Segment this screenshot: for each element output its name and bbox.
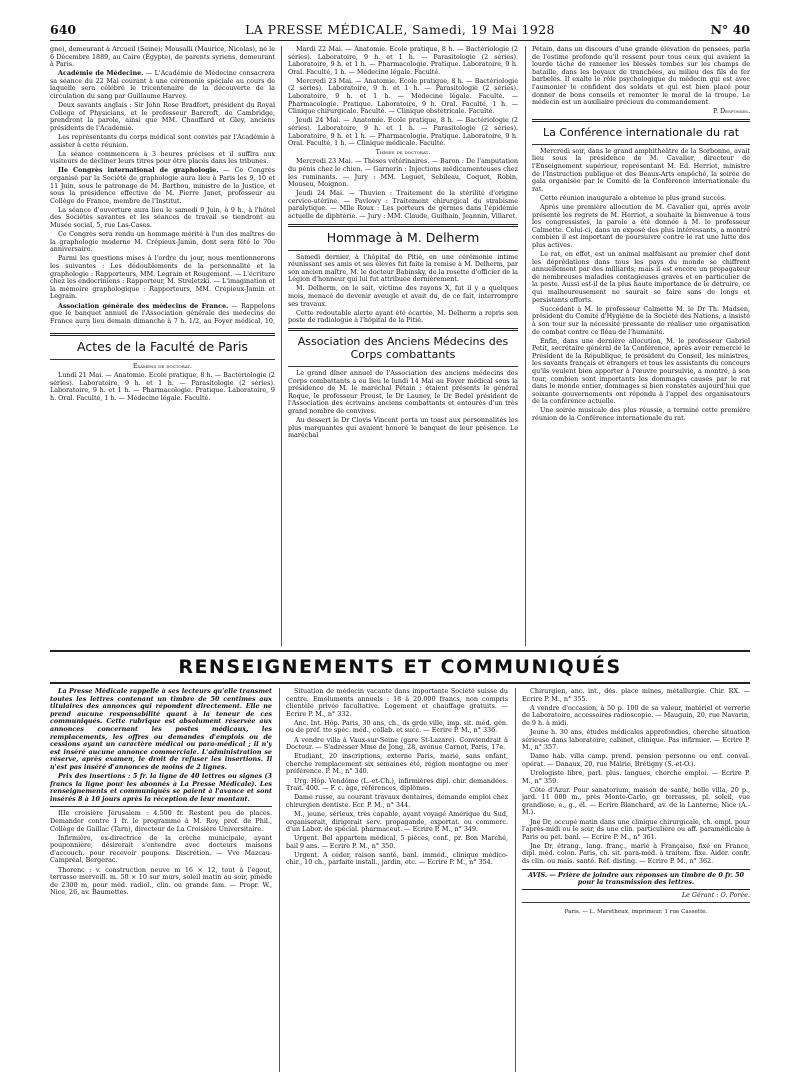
classified-ad: Thorenc : v. construction neuve m 16 × 12, tout à l'égout, terrasse merveill. m. 50 × 10 sur murs, soleil matin au soir, pinède de 2300 m, pour méd. radiol., clin. ou grande fam. — Propr. W., Nice, 26, av. Baumettes. — [50, 865, 272, 897]
classified-ad: Urgent. Bel appartem médical, 5 pièces, conf., pr. Bon Marché, bail 9 ans. — Ecrire P. M., n° 350. — [286, 834, 508, 850]
rat-paragraph-1: Mercredi soir, dans le grand amphithéâtre de la Sorbonne, avait lieu sous la présidence de M. Cavalier, directeur de l'Enseignement supérieur, représentant M. Ed. Herriot, ministre de l'Instruction publique et des Beaux-Arts empêché, la soirée de gala organisée par le Comité de la Conférence internationale du rat. — [532, 146, 750, 193]
rat-paragraph-2: Cette réunion inaugurale a obtenue le plus grand succès. — [540, 193, 727, 202]
anciens-paragraph-2: Au dessert le Dr Clovis Vincent porta un toast aux personnalités les plus marquantes qui avaient honoré le banquet de leur présence. Le maréchal — [288, 415, 518, 440]
classified-ad: Jne Dr, occupé matin dans une clinique chirurgicale, ch. empl. pour l'après-midi ou le soir, ds une clin. particulière ou aff. paramédicale à Paris ou pet. banl. — Ecrire P. M., n° 361. — [522, 817, 750, 841]
classified-ad: A vendre villa à Vaux-sur-Seine (gare St-Lazare). Conviendrait à Docteur. — S'adresser Mme de Jong, 28, avenue Carnot, Paris, 17e. — [286, 735, 508, 752]
graphologie-paragraph — [50, 167, 275, 205]
section-rule — [522, 902, 750, 903]
section-rule — [288, 328, 518, 331]
academie-paragraph-4: La séance commencera à 3 heures précises et il suffira aux visiteurs de décliner leurs titres pour être placés dans les tribunes. — [50, 149, 275, 166]
classified-ad: Dame hab. villa camp. prend. pension personne ou enf. conval. opérat. — Danaux, 20, rue Mairie, Brétigny (S.-et-O.). — [522, 752, 750, 768]
actes-faculte-section — [50, 330, 275, 620]
column-3 — [532, 46, 750, 646]
actes-title: Actes de la Faculté de Paris — [77, 339, 248, 354]
classified-ad: Anc. Int. Hôp. Paris, 30 ans, ch., ds grde ville, imp. sit. méd. gén. ou de préf. tte spéc. méd., collab. et succ. — Ecrire P. M., n° 336. — [286, 718, 508, 735]
section-rule — [50, 359, 275, 360]
section-rule — [50, 806, 272, 807]
classified-ad: Urgent. A céder, raison santé, banl. imméd., clinique médico-chir., 10 ch., parfaite install., jardin, etc. — Ecrire P. M., n° 354. — [286, 850, 508, 867]
classified-ad: M., jeune, sérieux, très capable, ayant voyagé Amérique du Sud, organiserait, dirigerait serv. propagande, exportat. ou commerc. d'un Labor. de spécial. pharmaceut. — Ecrire P. M., n° 349. — [286, 809, 508, 834]
banner-title: RENSEIGNEMENTS ET COMMUNIQUÉS — [178, 656, 622, 678]
classified-ad: Dame russe, au courant travaux dentaires, demande emploi chez chirurgien dentiste. Ecr. P. M., n° 344. — [286, 793, 508, 809]
printer-line: Paris. — L. Maretheux, imprimeur, 1 rue Cassette. — [564, 909, 708, 916]
classified-ad: Etudiant, 20 inscriptions, externe Paris, marié, sans enfant, cherche remplacement six semaines été, région montagne ou mer préférence. P. M., n° 340. — [286, 752, 508, 776]
graphologie-paragraph-3: Ce Congrès sera rendu un hommage mérité à l'un des maîtres de la graphologie moderne M. Crépieux-Jamin, dont sera fêté le 70e anniversaire. — [50, 230, 275, 254]
classifieds-column-1 — [50, 688, 272, 1072]
academie-heading: Académie de Médecine. — [58, 69, 144, 78]
graphologie-paragraph-4: Parmi les questions mises à l'ordre du jour, nous mentionnerons les suivantes : Les dédoublements de la personnalité et la graphologie : Rapporteurs, MM. Legrain et Rougemont. — L'écriture chez les endocriniens : Rapporteur, M. Streletzki. — L'imagination et la mémoire graphologique : Rapporteurs, MM. Crépieux-Jamin et Legrain. — [50, 254, 275, 301]
page-header — [50, 22, 750, 41]
classified-ad: Chirurgien, anc. int., dés. place mines, métallurgie. Chir. RX. — Ecrire P. M., n° 355. — [522, 688, 750, 703]
classifieds-column-2 — [286, 688, 508, 1072]
column-rule-2 — [525, 46, 526, 646]
classified-ad: Situation de médecin vacante dans importante Société suisse du centre. Emoluments annuels : 18 à 20.000 francs, non compris clientèle privée facultative. Logement et chauffage gratuits. — Ecrire P. M., n° 332. — [286, 688, 508, 718]
theses-heading: Thèses de doctorat. — [375, 149, 431, 157]
section-rule — [532, 119, 750, 122]
hommage-title: Hommage à M. Delherm — [326, 229, 480, 245]
column-2 — [288, 46, 518, 646]
classified-ad: Jne Dr, étrang., lang. franç., marié à Française, fixé en France, dipl. méd. colon. Paris, ch. sit. para-méd. à traitem. fixe. Aider. confr. ds clin. ou mais. santé. Réf. disting. — Ecrire P. M., n° 362. — [522, 841, 750, 865]
anciens-title: Association des Anciens Médecins des Corps combattants — [297, 334, 509, 361]
section-rule — [532, 144, 750, 145]
rat-conference-title: La Conférence internationale du rat — [542, 125, 740, 139]
academie-paragraph — [50, 70, 275, 100]
rat-paragraph-5: Succédant à M. le professeur Calmette M. le Dr Th. Madsen, président du Comité d'Hygiène de la Société des Nations, a insisté à son tour sur la nécessité pressante de réaliser une organisation de combat contre ce fléau de l'humanité. — [532, 304, 750, 336]
jeudi-exams: Jeudi 24 Mai. — Anatomie. Ecole pratique, 8 h. — Bactériologie (2 séries). Laboratoire, 9 h. et 1 h. — Parasitologie (2 séries). Laboratoire, 9 h. et 1 h. — Pharmacologie. Pratique. Laboratoire, 9 h. Oral. Faculté, 1 h. — Clinique médicale. Faculté. — [288, 116, 518, 148]
rat-paragraph-7: Une soirée musicale des plus réussie, a terminé cette première réunion de la Conférence internationale du rat. — [532, 406, 750, 423]
section-rule — [50, 333, 275, 336]
academie-paragraph-2: Deux savants anglais : Sir John Rose Bradfort, président du Royal College of Physicians, et le professeur Barcroft, de Cambridge, prendront la parole, ainsi que MM. Chauffard et Gley, anciens présidents de l'Académie. — [50, 101, 275, 132]
lundi-exams: Lundi 21 Mai. — Anatomie. Ecole pratique, 8 h. — Bactériologie (2 séries). Laboratoire, 9 h. et 1 h. — Parasitologie (2 séries). Laboratoire, 9 h. et 1 h. — Pharmacologie. Pratique. Laboratoire, 9 h. Oral. Faculté, 1 h. — Médecine légale. Faculté. — [50, 371, 275, 402]
mardi-exams: Mardi 22 Mai. — Anatomie. Ecole pratique, 8 h. — Bactériologie (2 séries). Laboratoire, 9 h. et 1 h. — Parasitologie (2 séries). Laboratoire, 9 h. et 1 h. — Pharmacologie. Pratique. Laboratoire, 9 h. Oral. Faculté, 1 h. — Médecine légale. Faculté. — [288, 46, 518, 76]
classified-ad: A vendre d'occasion, à 50 p. 100 de sa valeur, matériel et verrerie de Laboratoire, accessoires radioscopie. — Mauguin, 20, rue Navarin, de 9 h. à midi. — [522, 703, 750, 727]
column-rule-3 — [279, 688, 280, 1072]
examens-heading: Examens de doctorat. — [133, 363, 192, 370]
article-signature: P. Desfosses. — [712, 107, 750, 116]
classified-ad: Urg. Hôp. Vendôme (L.-et-Ch.), infirmières dipl. chir. demandées. Trait. 400. — F. c. âge, références, diplômes. — [286, 776, 508, 793]
column-rule-4 — [515, 688, 516, 1072]
association-paragraph — [50, 303, 275, 327]
intro-paragraph: gne), demeurant à Arcueil (Seine); Mousalli (Maurice, Nicolas), né le 6 Décembre 1889, au Caire (Égypte), de parents syriens, demeurant à Paris. — [50, 46, 275, 69]
classified-ad: Urologiste libre, parl. plus. langues, cherche emploi. — Ecrire P. M., n° 359. — [522, 768, 750, 785]
graphologie-heading: IIe Congrès international de graphologie. — [58, 166, 219, 175]
association-text: — Rappelons que le banquet annuel de l'Association générale des médecins de France aura lieu demain dimanche à 7 h. 1/2, au Foyer médical, 10, — [50, 301, 275, 325]
hommage-paragraph-3: Cette redoutable alerte ayant été écartée, M. Delherm a repris son poste de radiologue à l'hôpital de la Pitié. — [288, 308, 518, 325]
prix-paragraph: Prix des insertions : 5 fr. la ligne de 40 lettres ou signes (3 francs la ligne pour les abonnés à La Presse Médicale). Les renseignements et communiqués se paient à l'avance et sont insérés 8 à 10 jours après la réception de leur montant. — [50, 772, 272, 803]
theses-mercredi: Mercredi 23 Mai. — Thèses vétérinaires. — Baron : De l'amputation du pénis chez le chien. — Garnerin : Injections médicamenteuses chez les ruminants. — Jury : MM. Leguet, Sebileau, Coquot, Robin, Mouseu, Moignon. — [288, 157, 518, 189]
association-heading: Association générale des médecins de France. — [58, 301, 229, 310]
hommage-paragraph-1: Samedi dernier, à l'hôpital de Pitié, en une cérémonie intime réunissant ses amis et ses élèves fut faite la remise à M. Delherm, par son ancien maître, M. le docteur Babinsky, de la rosette d'officier de la Légion d'honneur qui lui fut attribuée dernièrement. — [288, 252, 518, 284]
classified-ad: IIIe croisière Jérusalem : 4.500 fr. Restent peu de places. Demander contre 1 fr. le programme à M. Roy, prof. de Phil., Collège de Gaillac (Tarn), directeur de La Croisière Universitaire. — [50, 809, 272, 833]
avis-notice: AVIS. — Prière de joindre aux réponses un timbre de 0 fr. 50 pour la transmission des lettres. — [522, 869, 750, 890]
classified-ad: Jeune h. 30 ans, études médicales approfondies, cherche situation sérieuse dans laboratoire, cabinet, clinique. Pas infirmier. — Ecrire P. M., n° 357. — [522, 727, 750, 752]
notice-paragraph: La Presse Médicale rappelle à ses lecteurs qu'elle transmet toutes les lettres contenant un timbre de 50 centimes aux titulaires des annonces qui répondent directement. Elle ne prend aucune responsabilité quant à la teneur de ces communiqués. Cette rubrique est absolument réservée aux annonces concernant les postes médicaux, les remplacements, les offres ou demandes d'emplois ou de cessions ayant un caractère médical ou para-médical ; il n'y est inséré aucune annonce commerciale. L'administration se réserve, après examen, le droit de refuser les insertions. Il n'est pas inséré d'annonces de moins de 2 lignes. — [50, 688, 272, 771]
academie-paragraph-3: Les représentants du corps médical sont conviés par l'Académie à assister à cette réunion. — [50, 133, 275, 149]
graphologie-text: — Ce Congrès organisé par la Société de graphologie aura lieu à Paris les 9, 10 et 11 Juin, sous le patronage de M. Barthou, ministre de la Justice, et sous la présidence effective de M. Pierre Janet, professeur au Collège de France, membre de l'Institut. — [50, 166, 275, 205]
classified-ad: Infirmière, ex-directrice de la crèche municipale, ayant pouponnière, désirerait s'entendre avec docteurs maisons d'accouch. pour recevoir poupons. Discrétion. — Vve Mazcau-Campréal, Bergerac. — [50, 833, 272, 865]
theses-jeudi: Jeudi 24 Mai. — Thuvien : Traitement de la stérilité d'origine cervico-utérine. — Pavlowy : Traitement chirurgical du strabisme paralytique. — Mlle Roux : Les porteurs de germes dans l'épidémie actuelle de diphtérie. — Jury : MM. Claude, Guilhain, Jeannin, Villaret. — [288, 189, 518, 220]
classified-ad: Côte d'Azur. Pour sanatorium, maison de santé, belle villa, 20 p., jard. 11 000 m., près Monte-Carlo, gr. terrasses, pl. soleil, vue grandiose, e., g., él. — Ecrire Blanchard, av. de la Lanterne, Nice (A.-M.). — [522, 785, 750, 817]
hommage-paragraph-2: M. Delherm, on le sait, victime des rayons X, fut il y a quelques mois, menacé de devenir aveugle et avait du, de ce fait, interrompre ses travaux. — [288, 284, 518, 308]
rat-paragraph-3: Après une première allocution de M. Cavalier qui, après avoir présenté les regrets de M. Herriot, a souhaité la bienvenue à tous les congressistes, la parole a été donnée à M. le professeur Calmette. Celui-ci, dans un exposé des plus intéressants, a montré combien il est important de poursuivre contre le rat une lutte des plus actives. — [532, 203, 750, 249]
anciens-paragraph-1: Le grand dîner annuel de l'Association des anciens médecins des Corps combattants a eu lieu le lundi 14 Mai au Foyer médical sous la présidence de M. le maréchal Pétain ; étaient présents le général Roque, le professeur Proust, le Dr Launey, le Dr Bedel président de l'Association des écrivains anciens combattants et entourés d'un très grand nombre de convives. — [288, 368, 518, 415]
column-1 — [50, 46, 275, 326]
academie-text: — L'Académie de Médecine consacrera sa séance du 22 Mai courant à une cérémonie spéciale au cours de laquelle sera célébré le tricentenaire de la découverte de la circulation du sang par Guillaume Harvey. — [50, 69, 275, 101]
section-rule — [288, 250, 518, 251]
anciens-continuation: Pétain, dans un discours d'une grande élévation de pensées, parla de l'estime profonde qu'il ressent pour tous ceux qui avaient la lourde tâche de ramener les blessés tombés sur les champs de bataille, dans les boyaux de tranchées, au milieu des fils de fer barbelés. Il exalte le rôle psychologique du médecin qui est avec l'aumonier le confident des soldats et qui est bien placé pour donner de bons conseils et remonter le moral de la troupe. Le médecin est un auxiliaire précieux du commandement. — [532, 46, 750, 107]
mercredi-exams: Mercredi 23 Mai. — Anatomie. Ecole pratique, 8 h. — Bactériologie (2 séries). Laboratoire, 9 h. et 1 h. — Parasitologie (2 séries). Laboratoire, 9 h. et 1 h. — Médecine légale. Faculté. — Pharmacologie. Pratique. Laboratoire, 9 h. Oral. Faculté, 1 h. — Clinique chirurgicale. Faculté. — Clinique obstétricale. Faculté. — [288, 76, 518, 116]
graphologie-paragraph-2: La séance d'ouverture aura lieu le samedi 9 Juin, à 9 h., à l'hôtel des Sociétés savantes et les séances de travail se tiendront au Musée social, 5, rue Las-Cases. — [50, 205, 275, 230]
journal-title: LA PRESSE MÉDICALE, Samedi, 19 Mai 1928 — [245, 22, 555, 37]
rat-paragraph-6: Enfin, dans une dernière allocution, M. le professeur Gabriel Petit, secrétaire général de la Conférence, après avoir remercié le Président de la République, le président du Conseil, les ministres, les savants français et étrangers et tous les assistants du concours qu'ils veulent bien apporter à l'œuvre poursuivie, a montré, à son tour, combien sont importants les dommages causés par le rat dans le monde entier, dommages si bien constatés aujourd'hui que soixante gouvernements ont répondu à l'appel des organisateurs de la conférence actuelle. — [532, 336, 750, 406]
section-rule — [288, 224, 518, 227]
section-rule — [288, 366, 518, 367]
gerant-line: Le Gérant : O. Porée. — [681, 890, 750, 899]
issue-number: N° 40 — [710, 22, 750, 37]
rat-paragraph-4: Le rat, en effet, est un animal malfaisant au premier chef dont les déprédations dans tous les pays du monde se chiffrent annuellement par des milliards; mais il est encore un propagateur de nombreuses maladies contagieuses graves et en particulier de la peste. Aussi est-il de la plus haute importance de le détruire, ce qui malheureusement ne saurait se faire sans de longs et persistants efforts. — [532, 250, 750, 304]
column-rule-1 — [281, 46, 282, 646]
renseignements-banner — [50, 650, 750, 684]
page-number: 640 — [50, 22, 77, 37]
classifieds-column-3 — [522, 688, 750, 1072]
